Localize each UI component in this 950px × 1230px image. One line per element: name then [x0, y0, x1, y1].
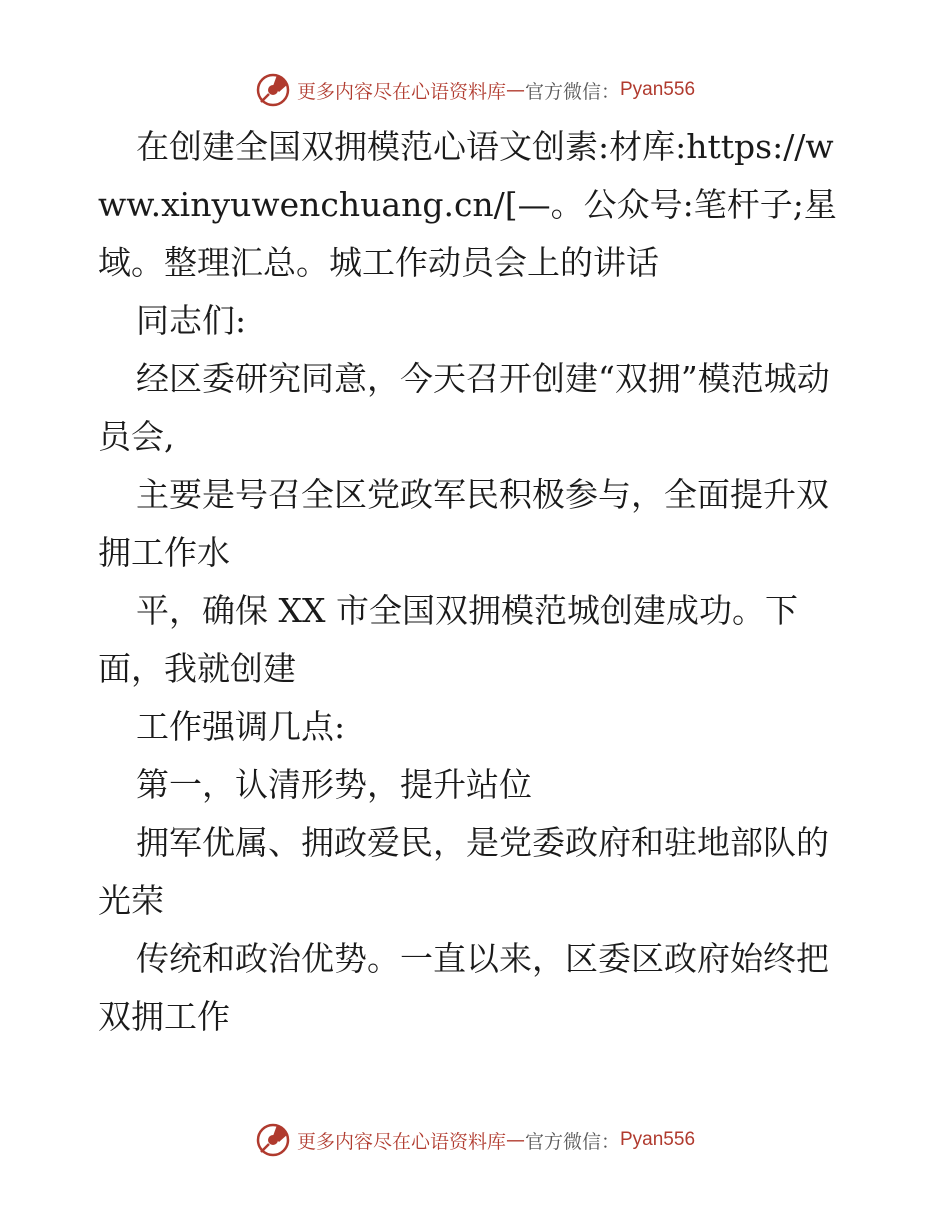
header-dash: — — [505, 79, 525, 101]
quill-logo-icon — [255, 1122, 291, 1158]
header-wechat-label: 官方微信： — [524, 80, 620, 103]
paragraph-title: 在创建全国双拥模范心语文创素:材库:https://www.xinyuwenchuang.cn/[—。公众号:笔杆子;星域。整理汇总。城工作动员会上的讲话 — [98, 127, 837, 282]
document-body — [98, 118, 858, 1046]
paragraph: 工作强调几点: — [136, 707, 346, 746]
footer-wechat-id: Pyan556 — [620, 1129, 696, 1150]
header-banner — [0, 70, 950, 110]
paragraph: 主要是号召全区党政军民积极参与，全面提升双拥工作水 — [98, 475, 829, 572]
footer-wechat-label: 官方微信： — [524, 1130, 620, 1153]
footer-banner — [0, 1120, 950, 1160]
paragraph: 传统和政治优势。一直以来，区委区政府始终把双拥工作 — [98, 939, 829, 1036]
paragraph: 平，确保 XX 市全国双拥模范城创建成功。下面，我就创建 — [98, 591, 798, 688]
header-library-text: 更多内容尽在心语资料库 — [296, 80, 506, 103]
paragraph-salutation: 同志们: — [136, 301, 247, 340]
footer-library-text: 更多内容尽在心语资料库 — [296, 1130, 506, 1153]
footer-dash: — — [505, 1129, 525, 1151]
section-heading: 第一，认清形势，提升站位 — [136, 765, 532, 804]
quill-logo-icon — [255, 72, 291, 108]
paragraph: 经区委研究同意，今天召开创建“双拥”模范城动员会, — [98, 359, 830, 456]
header-wechat-id: Pyan556 — [620, 79, 696, 100]
paragraph: 拥军优属、拥政爱民，是党委政府和驻地部队的光荣 — [98, 823, 829, 920]
